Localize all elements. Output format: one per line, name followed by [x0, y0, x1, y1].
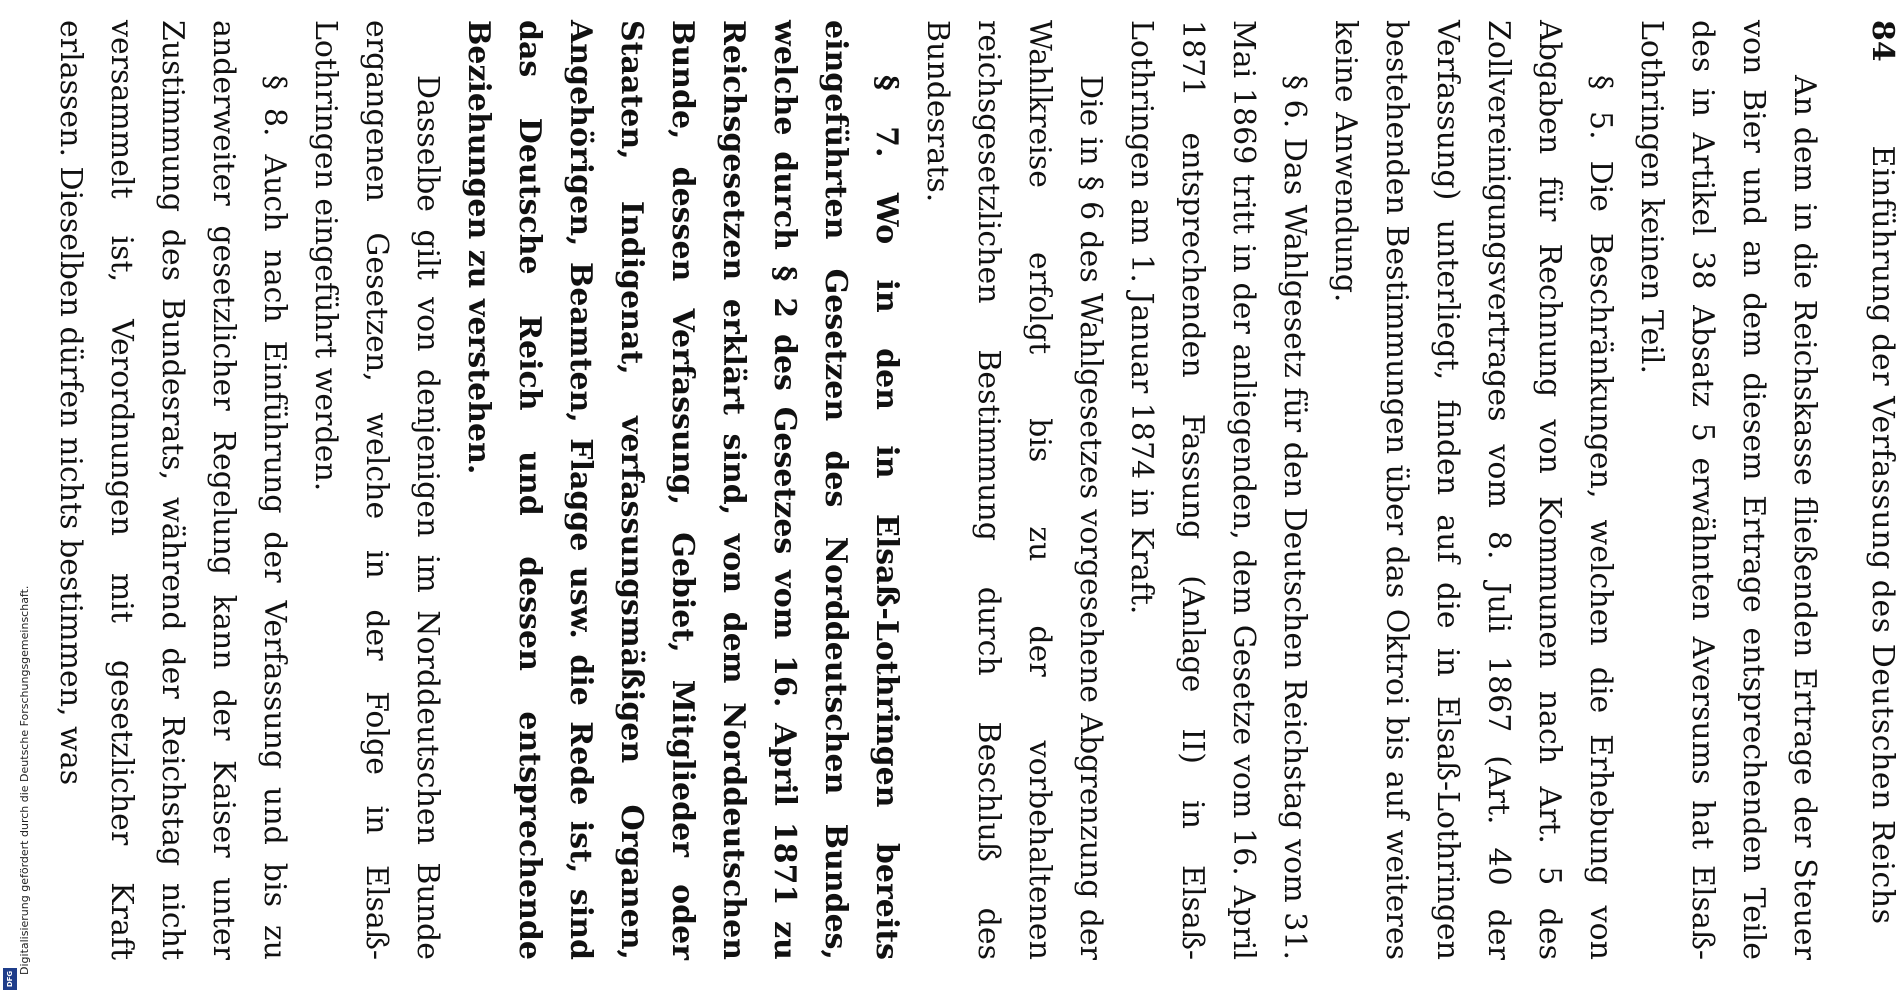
dfg-logo: [3, 968, 17, 990]
dfg-logo-text: DFG: [6, 970, 14, 988]
digitization-credit-strip: [0, 0, 31, 1000]
page-number: 84: [1865, 20, 1900, 62]
body-text: [45, 20, 1830, 960]
scanned-page: [53, 0, 1900, 1000]
page-header: [1840, 20, 1900, 960]
paragraph-section-6: § 6. Das Wahlgesetz für den Deutschen Reichstag vom 31. Mai 1869 tritt in der anliegenden, dem Gesetze vom 16. April 1871 entsprechenden Fassung (Anlage II) in Elsaß-Lothringen am 1. Januar 1874 in Kraft.: [1124, 20, 1312, 960]
paragraph: Die in § 6 des Wahlgesetzes vorgesehene Abgrenzung der Wahlkreise erfolgt bis zu der vorbehaltenen reichsgesetzlichen Bestimmung durch Beschluß des Bundesrats.: [920, 20, 1108, 960]
paragraph-section-8: § 8. Auch nach Einführung der Verfassung und bis zu anderweiter gesetzlicher Regelung kann der Kaiser unter Zustimmung des Bundesrats, während der Reichstag nicht versammelt ist, Verordnungen mit gesetzlicher Kraft erlassen. Dieselben dürfen nichts bestimmen, was: [53, 20, 292, 960]
running-title: Einführung der Verfassung des Deutschen Reichs: [1865, 145, 1900, 925]
paragraph: An dem in die Reichskasse fließenden Ertrage der Steuer von Bier und an dem diesem Ertrage entsprechenden Teile des in Artikel 38 Absatz 5 erwähnten Aversums hat Elsaß-Lothringen keinen Teil.: [1634, 20, 1822, 960]
digitization-credit-text: Digitalisierung gefördert durch die Deutsche Forschungsgemeinschaft.: [18, 585, 31, 975]
rotated-page-content: [53, 20, 1900, 960]
paragraph-section-5: § 5. Die Beschränkungen, welchen die Erhebung von Abgaben für Rechnung von Kommunen nach Art. 5 des Zollvereinigungsvertrages vom 8. Juli 1867 (Art. 40 der Verfassung) unterliegt, finden auf die in Elsaß-Lothringen bestehenden Bestimmungen über das Oktroi bis auf weiteres keine Anwendung.: [1328, 20, 1618, 960]
paragraph: Dasselbe gilt von denjenigen im Norddeutschen Bunde ergangenen Gesetzen, welche in der Folge in Elsaß-Lothringen eingeführt werden.: [308, 20, 445, 960]
paragraph-section-7: § 7. Wo in den in Elsaß-Lothringen bereits eingeführten Gesetzen des Norddeutschen Bundes, welche durch § 2 des Gesetzes vom 16. April 1871 zu Reichsgesetzen erklärt sind, von dem Norddeutschen Bunde, dessen Verfassung, Gebiet, Mitglieder oder Staaten, Indigenat, verfassungsmäßigen Organen, Angehörigen, Beamten, Flagge usw. die Rede ist, sind das Deutsche Reich und dessen entsprechende Beziehungen zu verstehen.: [461, 20, 904, 960]
